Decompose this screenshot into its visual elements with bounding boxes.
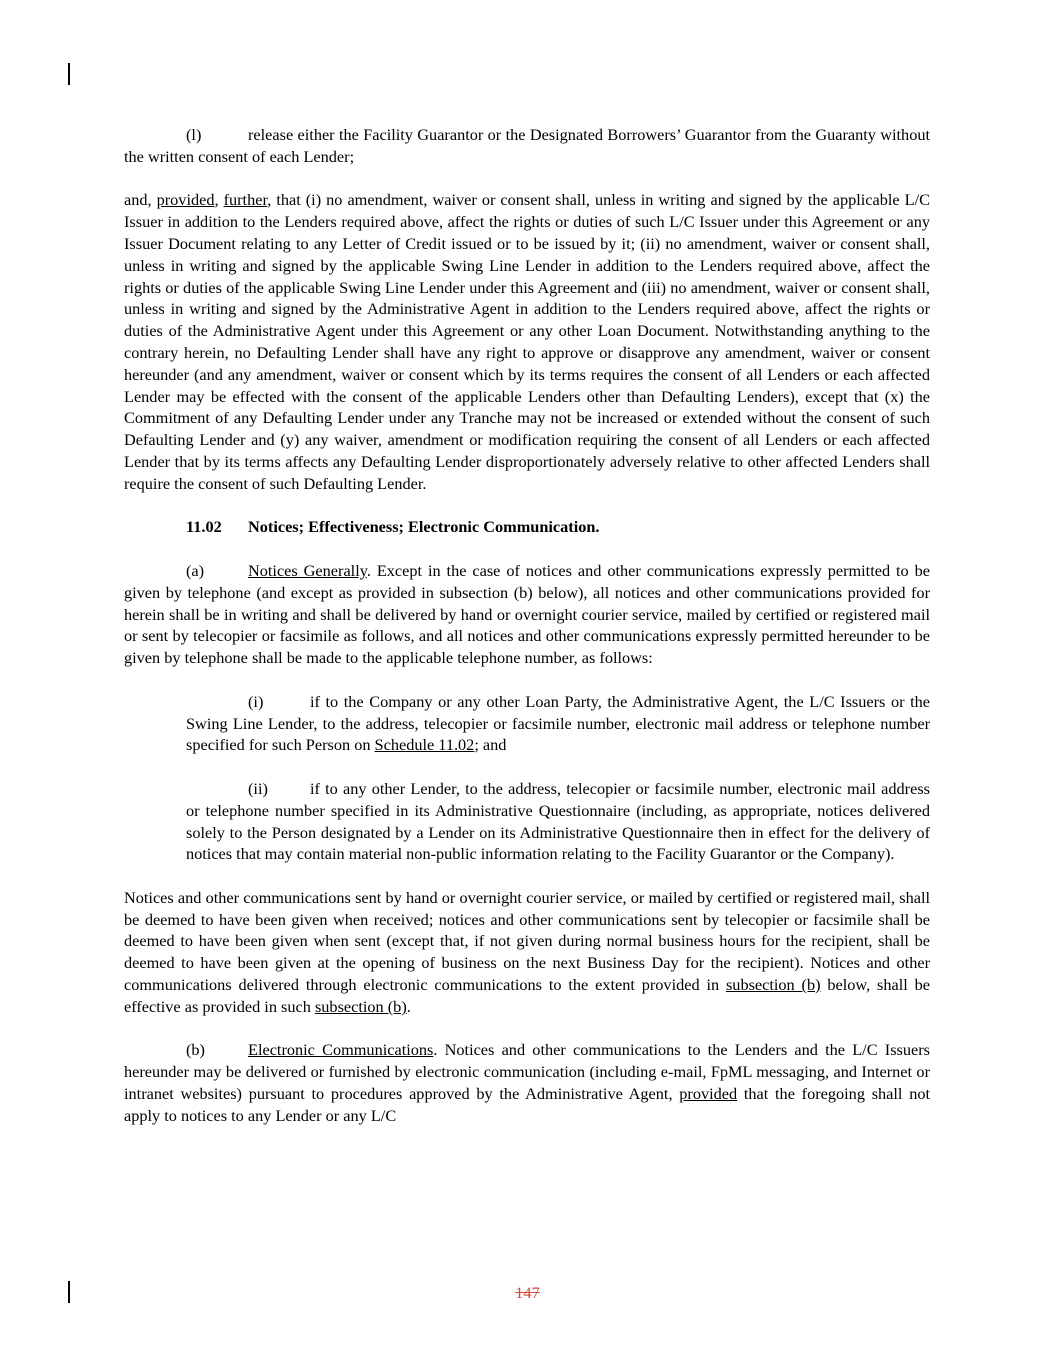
notices-mid: below, shall be effective as provided in such [124, 975, 930, 1016]
paragraph-ii [186, 778, 930, 865]
paragraph-ii-number: (ii) [248, 778, 268, 798]
change-bar-top [68, 63, 70, 85]
notices-tail: . [406, 996, 411, 1016]
schedule-link: Schedule 11.02 [374, 735, 475, 755]
paragraph-i-text: if to the Company or any other Loan Party, the Administrative Agent, the L/C Issuers or the Swing Line Lender, to the address, telecopier or facsimile number, electronic mail address or telephone number specified for such Person on [186, 691, 930, 755]
paragraph-b-number: (b) [186, 1040, 205, 1060]
provided-body: , that (i) no amendment, waiver or consent shall, unless in writing and signed by the applicable L/C Issuer in addition to the Lenders required above, affect the rights or duties of such L/C Issuer under this Agreement or any Issuer Document relating to any Letter of Credit issued or to be issued by it; (ii) no amendment, waiver or consent shall, unless in writing and signed by the applicable Swing Line Lender in addition to the Lenders required above, affect the rights or duties of the applicable Swing Line Lender under this Agreement and (iii) no amendment, waiver or consent shall, unless in writing and signed by the Administrative Agent in addition to the Lenders required above, affect the rights or duties of the Administrative Agent under this Agreement or any other Loan Document. Notwithstanding anything to the contrary herein, no Defaulting Lender shall have any right to approve or disapprove any amendment, waiver or consent hereunder (and any amendment, waiver or consent which by its terms requires the consent of all Lenders or each affected Lender may be effected with the consent of the applicable Lenders other than Defaulting Lenders), except that (x) the Commitment of any Defaulting Lender under any Tranche may not be increased or extended without the consent of such Defaulting Lender and (y) any waiver, amendment or modification requiring the consent of all Lenders or each affected Lender that by its terms affects any Defaulting Lender disproportionately adversely relative to other affected Lenders shall require the consent of such Defaulting Lender. [124, 190, 930, 493]
paragraph-b-text: . Notices and other communications to the Lenders and the L/C Issuers hereunder may be delivered or furnished by electronic communication (including e-mail, FpML messaging, and Internet or intranet websites) pursuant to procedures approved by the Administrative Agent, [124, 1040, 930, 1104]
paragraph-i-number: (i) [248, 691, 264, 711]
paragraph-provided-further [124, 189, 930, 494]
document-body [124, 124, 930, 1127]
paragraph-b-heading: Electronic Communications [248, 1040, 434, 1060]
paragraph-a [124, 560, 930, 669]
notices-text: Notices and other communications sent by hand or overnight courier service, or mailed by certified or registered mail, shall be deemed to have been given when received; notices and other communications sent by telecopier or facsimile shall be deemed to have been given when sent (except that, if not given during normal business hours for the recipient, shall be deemed to have been given at the opening of business on the next Business Day for the recipient). Notices and other communications delivered through electronic communications to the extent provided in [124, 887, 930, 995]
paragraph-b-provided: provided [679, 1084, 738, 1104]
provided-term: provided [156, 190, 215, 210]
section-number: 11.02 [186, 517, 222, 537]
provided-prefix: and, [124, 190, 157, 210]
paragraph-i [186, 691, 930, 756]
paragraph-b [124, 1039, 930, 1126]
paragraph-a-text: . Except in the case of notices and other communications expressly permitted to be given by telephone (and except as provided in subsection (b) below), all notices and other communications provided for herein shall be in writing and shall be delivered by hand or overnight courier service, mailed by certified or registered mail or sent by telecopier or facsimile as follows, and all notices and other communications expressly permitted hereunder to be given by telephone shall be made to the applicable telephone number, as follows: [124, 560, 930, 668]
section-title: Notices; Effectiveness; Electronic Communication. [248, 517, 600, 537]
paragraph-l-number: (l) [186, 125, 202, 144]
page-number: 147 [515, 1283, 540, 1302]
paragraph-i-tail: ; and [474, 735, 507, 755]
paragraph-a-number: (a) [186, 560, 205, 580]
paragraph-notices [124, 887, 930, 1018]
paragraph-b-tail: that the foregoing shall not apply to notices to any Lender or any L/C [124, 1084, 930, 1125]
section-heading [186, 516, 930, 538]
paragraph-ii-text: if to any other Lender, to the address, telecopier or facsimile number, electronic mail address or telephone number specified in its Administrative Questionnaire (including, as appropriate, notices delivered solely to the Person designated by a Lender on its Administrative Questionnaire then in effect for the delivery of notices that may contain material non-public information relating to the Facility Guarantor or the Company). [186, 778, 930, 864]
provided-separator: , [214, 190, 224, 210]
subsection-b-link-1: subsection (b) [725, 975, 821, 995]
paragraph-l [124, 124, 930, 168]
further-term: further [223, 190, 268, 210]
subsection-b-link-2: subsection (b) [314, 996, 407, 1016]
paragraph-a-heading: Notices Generally [248, 560, 367, 580]
paragraph-l-text: release either the Facility Guarantor or the Designated Borrowers’ Guarantor from the Guaranty without the written consent of each Lender; [124, 125, 930, 166]
